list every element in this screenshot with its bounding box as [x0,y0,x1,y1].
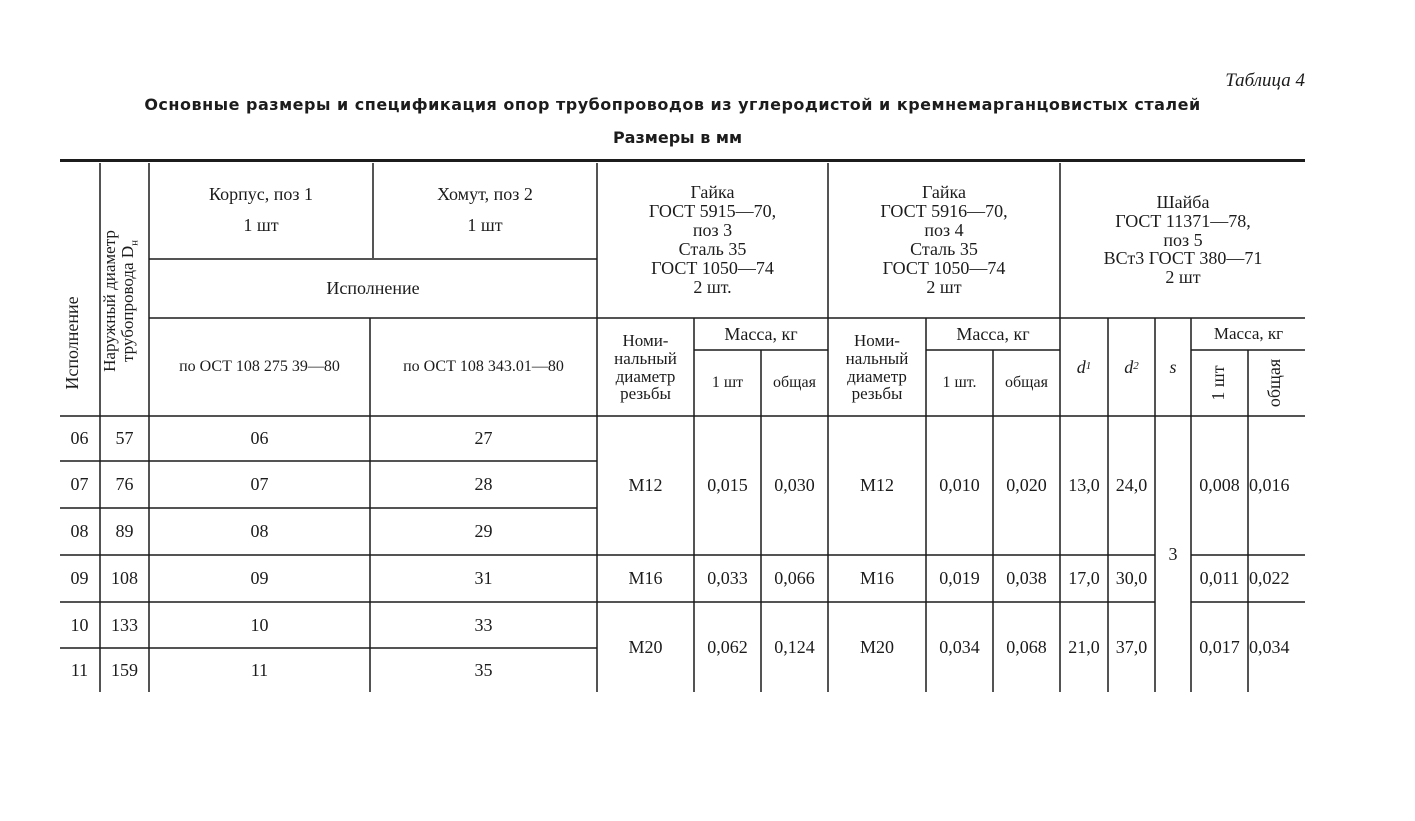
cell-d2: 24,0 [1115,475,1148,496]
header-gaika1-massa: Масса, кг [724,323,798,344]
cell-d1: 21,0 [1068,637,1100,658]
cell-shaiba-mass-total: 0,034 [1249,637,1290,658]
cell-gaika1-mass-one: 0,015 [707,475,748,496]
header-gaika1-one-pc: 1 шт [711,373,744,391]
cell-korpus: 09 [250,568,269,589]
header-ispolnenie-group: Исполнение [326,278,420,299]
header-gaika2-one-pc: 1 шт. [942,373,977,391]
header-gaika-5916: Гайка ГОСТ 5916—70, поз 4 Сталь 35 ГОСТ 1050—74 2 шт [880,182,1008,297]
cell-homut: 33 [474,614,493,635]
header-shaiba-one-pc: 1 шт [1208,365,1228,401]
header-s: s [1169,356,1177,377]
cell-gaika1-nominal: М16 [628,568,663,589]
cell-gaika2-mass-total: 0,068 [1006,637,1047,658]
header-shaiba: Шайба ГОСТ 11371—78, поз 5 ВСт3 ГОСТ 380—71 2 шт [1103,191,1263,288]
header-outer-diameter-line1: Наружный диаметр [100,230,119,372]
cell-gaika2-mass-one: 0,019 [939,568,980,589]
cell-dn: 89 [115,521,134,542]
cell-gaika2-nominal: М12 [859,475,894,496]
cell-gaika2-nominal: М20 [859,637,894,658]
cell-gaika2-mass-one: 0,034 [939,637,980,658]
units-note: Размеры в мм [612,128,743,147]
cell-shaiba-mass-one: 0,017 [1199,637,1240,658]
cell-d1: 17,0 [1068,568,1100,589]
cell-gaika2-mass-total: 0,038 [1006,568,1047,589]
cell-homut: 27 [474,428,493,449]
cell-korpus: 11 [250,660,269,681]
table-title: Основные размеры и спецификация опор трубопроводов из углеродистой и кремнемарганцовистых сталей [144,95,1201,114]
header-ost-343: по ОСТ 108 343.01—80 [403,357,564,375]
cell-shaiba-mass-one: 0,011 [1199,568,1240,589]
cell-d1: 13,0 [1068,475,1100,496]
cell-homut: 35 [474,660,493,681]
cell-homut: 29 [474,521,493,542]
cell-isp: 09 [70,568,89,589]
cell-gaika1-mass-total: 0,124 [774,637,815,658]
header-homut-line2: 1 шт [467,215,503,235]
cell-dn: 108 [111,568,138,589]
header-shaiba-massa: Масса, кг [1213,324,1284,344]
cell-gaika2-nominal: М16 [859,568,894,589]
cell-d2: 30,0 [1115,568,1148,589]
cell-dn: 133 [111,614,138,635]
cell-korpus: 07 [250,474,269,495]
cell-gaika1-mass-one: 0,033 [707,568,748,589]
header-outer-diameter [101,207,149,395]
cell-d2: 37,0 [1115,637,1148,658]
cell-isp: 06 [70,428,89,449]
cell-dn: 76 [115,474,134,495]
cell-dn: 159 [111,660,138,681]
cell-shaiba-mass-total: 0,016 [1249,475,1290,496]
cell-gaika1-nominal: М20 [628,637,663,658]
cell-gaika1-mass-one: 0,062 [707,637,748,658]
cell-isp: 11 [70,660,89,681]
table-caption: Таблица 4 [1225,70,1305,91]
cell-s-value: 3 [1168,544,1178,565]
header-homut-line1: Хомут, поз 2 [437,184,533,205]
header-ost-275: по ОСТ 108 275 39—80 [179,357,340,375]
cell-homut: 28 [474,474,493,495]
header-ispolnenie: Исполнение [62,296,82,390]
header-gaika2-total: общая [1005,373,1048,391]
header-gaika-5915: Гайка ГОСТ 5915—70, поз 3 Сталь 35 ГОСТ 1050—74 2 шт. [648,182,777,297]
header-d2: d 2 [1124,356,1139,377]
cell-shaiba-mass-one: 0,008 [1199,475,1240,496]
cell-gaika2-mass-total: 0,020 [1006,475,1047,496]
cell-gaika1-mass-total: 0,066 [774,568,815,589]
header-gaika2-massa: Масса, кг [956,323,1030,344]
header-outer-diameter-line2: трубопровода $D_н$ [117,240,141,362]
cell-dn: 57 [115,428,134,449]
cell-korpus: 06 [250,428,269,449]
cell-korpus: 08 [250,521,269,542]
cell-homut: 31 [474,568,493,589]
cell-gaika2-mass-one: 0,010 [939,475,980,496]
header-gaika2-nominal: Номи- нальный диаметр резьбы [845,330,909,404]
cell-isp: 07 [70,474,89,495]
header-gaika1-total: общая [773,373,816,391]
cell-gaika1-mass-total: 0,030 [774,475,815,496]
header-gaika1-nominal: Номи- нальный диаметр резьбы [614,330,677,404]
header-korpus-line1: Корпус, поз 1 [209,184,313,205]
cell-shaiba-mass-total: 0,022 [1249,568,1290,589]
cell-isp: 10 [70,614,89,635]
header-korpus [150,170,372,250]
header-korpus-line2: 1 шт [243,215,279,235]
header-d1: d 1 [1076,356,1092,377]
cell-isp: 08 [70,521,89,542]
header-shaiba-total: общая [1264,358,1284,408]
header-homut [374,170,596,250]
cell-gaika1-nominal: М12 [628,475,663,496]
cell-korpus: 10 [250,614,269,635]
